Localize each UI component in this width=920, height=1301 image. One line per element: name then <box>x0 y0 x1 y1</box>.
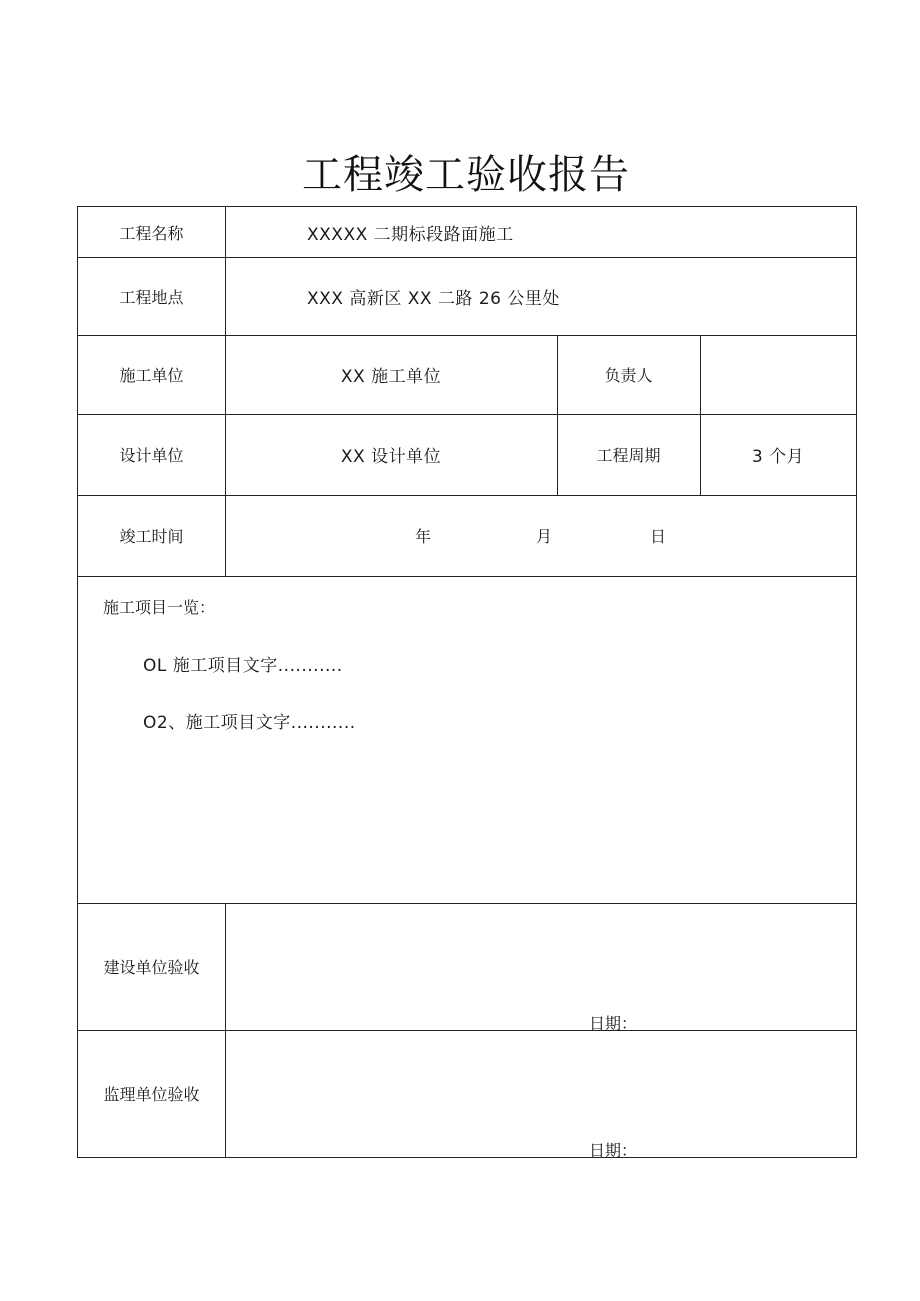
responsible-person-field[interactable] <box>700 335 856 414</box>
completion-time-label: 竣工时间 <box>119 527 184 546</box>
project-period-label: 工程周期 <box>596 446 661 465</box>
row-divider <box>78 576 856 577</box>
construction-unit-label: 施工单位 <box>119 366 184 385</box>
project-list-item: O2、施工项目文字........... <box>143 713 356 733</box>
supervisor-acceptance-label: 监理单位验收 <box>103 1085 200 1104</box>
responsible-person-label: 负责人 <box>604 366 653 385</box>
day-label: 日 <box>649 527 666 546</box>
project-location-label: 工程地点 <box>119 287 184 307</box>
project-list-heading: 施工项目一览： <box>103 598 216 617</box>
project-location-value: XXX 高新区 XX 二路 26 公里处 <box>307 288 560 309</box>
owner-acceptance-date-label: 日期： <box>589 1014 638 1033</box>
project-list-item: OL 施工项目文字........... <box>143 656 343 676</box>
owner-acceptance-label: 建设单位验收 <box>103 958 200 977</box>
column-divider <box>225 903 226 1158</box>
design-unit-value: XX 设计单位 <box>340 447 442 467</box>
acceptance-form <box>77 206 857 1158</box>
design-unit-label: 设计单位 <box>119 446 184 465</box>
project-period-value: 3 个月 <box>751 447 805 467</box>
project-name-label: 工程名称 <box>119 223 184 243</box>
project-name-value: XXXXX 二期标段路面施工 <box>307 224 514 245</box>
page-title: 工程竣工验收报告 <box>302 152 630 198</box>
year-label: 年 <box>414 527 431 546</box>
supervisor-acceptance-date-label: 日期： <box>589 1141 638 1160</box>
construction-unit-value: XX 施工单位 <box>340 367 442 387</box>
month-label: 月 <box>535 527 552 546</box>
